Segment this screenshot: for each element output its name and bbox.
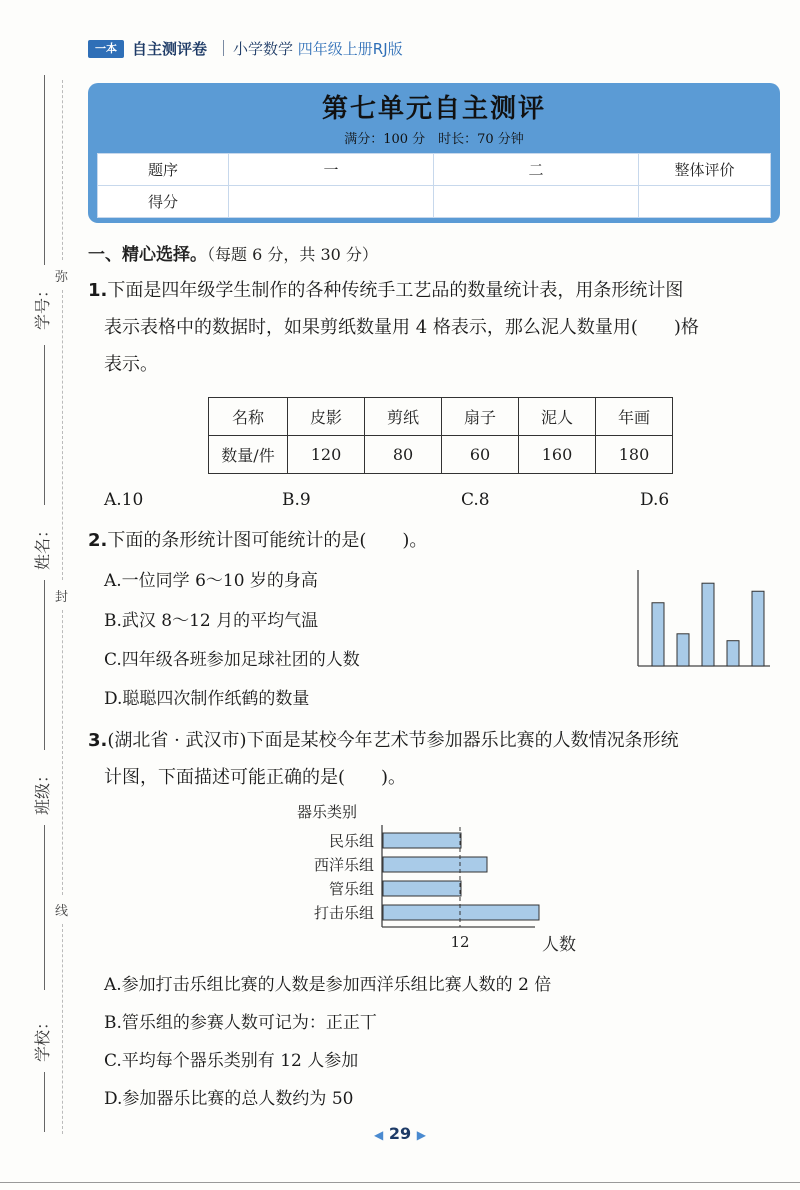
question-1	[88, 272, 788, 383]
seal-dash-4	[62, 924, 63, 1134]
q2-bar	[677, 634, 689, 666]
name-label: 姓名：	[33, 521, 52, 570]
score-input-overall[interactable]	[639, 186, 771, 218]
student-id-line	[44, 345, 45, 505]
seal-char-mi: 弥	[55, 270, 69, 285]
crafts-table-row	[209, 436, 673, 474]
q3-bar	[383, 857, 487, 872]
seal-dash-2	[62, 290, 63, 580]
seal-dash-1	[62, 80, 63, 260]
subject-grade	[233, 38, 403, 59]
q3-bar	[383, 905, 539, 920]
bottom-rule	[0, 1182, 800, 1183]
table-cell: 180	[596, 436, 673, 474]
test-meta: 满分：100 分 时长：70 分钟	[344, 132, 524, 147]
crafts-table-header	[209, 398, 673, 436]
score-input-1[interactable]	[229, 186, 434, 218]
q2-option-d[interactable]: D.聪聪四次制作纸鹤的数量	[104, 689, 310, 709]
q2-option-c[interactable]: C.四年级各班参加足球社团的人数	[104, 650, 360, 670]
section-1-heading	[88, 240, 378, 265]
score-cell: 题序	[98, 154, 229, 186]
q3-category-label: 西洋乐组	[313, 856, 374, 874]
q2-bar	[702, 583, 714, 666]
q3-option-d[interactable]: D.参加器乐比赛的总人数约为 50	[104, 1089, 354, 1109]
seal-char-xian: 线	[55, 904, 69, 919]
q3-bar-chart	[285, 795, 595, 960]
brand-badge: 一本	[88, 40, 124, 58]
table-cell: 扇子	[442, 398, 519, 436]
q1-option-b[interactable]: B.9	[282, 490, 311, 510]
q3-option-b[interactable]: B.管乐组的参赛人数可记为：正正丅	[104, 1013, 377, 1033]
q3-bar	[383, 833, 461, 848]
table-cell: 泥人	[519, 398, 596, 436]
q2-option-b[interactable]: B.武汉 8～12 月的平均气温	[104, 611, 319, 631]
score-cell: 一	[229, 154, 434, 186]
q1-option-a[interactable]: A.10	[104, 490, 144, 510]
seal-dash-3	[62, 610, 63, 895]
q2-bar	[652, 603, 664, 666]
score-cell: 二	[434, 154, 639, 186]
table-cell: 剪纸	[365, 398, 442, 436]
q3-category-label: 管乐组	[328, 880, 374, 898]
question-3	[88, 722, 788, 796]
school-line	[44, 1072, 45, 1132]
q1-option-c[interactable]: C.8	[461, 490, 490, 510]
q3-y-axis-title: 器乐类别	[297, 803, 358, 821]
subject-label: 小学数学	[233, 40, 294, 58]
q3-x-axis-title: 人数	[542, 935, 576, 955]
school-label: 学校：	[33, 1013, 52, 1062]
table-cell: 皮影	[288, 398, 365, 436]
section-1-title: 一、精心选择。	[88, 245, 207, 265]
student-id-label: 学号：	[33, 281, 52, 330]
table-cell: 年画	[596, 398, 673, 436]
table-cell: 120	[288, 436, 365, 474]
q2-text: 下面的条形统计图可能统计的是( )。	[107, 530, 428, 551]
q1-line-2: 表示表格中的数据时，如果剪纸数量用 4 格表示，那么泥人数量用( )格	[104, 317, 699, 338]
q3-category-label: 民乐组	[328, 832, 374, 850]
q3-tick-label: 12	[450, 933, 470, 951]
q2-option-a[interactable]: A.一位同学 6～10 岁的身高	[104, 571, 318, 591]
q3-text-1: (湖北省 · 武汉市)下面是某校今年艺术节参加器乐比赛的人数情况条形统	[107, 730, 679, 751]
q1-text-1: 下面是四年级学生制作的各种传统手工艺品的数量统计表，用条形统计图	[107, 280, 684, 301]
question-2	[88, 522, 427, 559]
next-arrow-icon: ▶	[416, 1128, 426, 1142]
q3-category-label: 打击乐组	[313, 904, 374, 922]
q1-line-1	[88, 272, 788, 309]
q2-number: 2.	[88, 530, 108, 551]
q3-option-c[interactable]: C.平均每个器乐类别有 12 人参加	[104, 1051, 359, 1071]
q3-line-2: 计图，下面描述可能正确的是( )。	[104, 767, 407, 788]
crafts-table	[208, 397, 673, 474]
page-number-value: 29	[388, 1124, 412, 1143]
q2-bar	[727, 641, 739, 666]
test-title: 第七单元自主测评	[321, 94, 546, 124]
score-row-header	[98, 154, 771, 186]
score-cell: 整体评价	[639, 154, 771, 186]
q1-number: 1.	[88, 280, 108, 301]
header-divider	[223, 40, 224, 56]
section-1-note: （每题 6 分，共 30 分）	[207, 245, 378, 264]
prev-arrow-icon: ◀	[374, 1128, 384, 1142]
table-cell: 80	[365, 436, 442, 474]
binding-line-top	[44, 75, 45, 265]
score-table	[97, 153, 771, 218]
name-line	[44, 580, 45, 750]
table-cell: 60	[442, 436, 519, 474]
q3-option-a[interactable]: A.参加打击乐组比赛的人数是参加西洋乐组比赛人数的 2 倍	[104, 975, 552, 995]
q3-bar	[383, 881, 461, 896]
q2-bar-chart	[630, 568, 772, 672]
seal-char-feng: 封	[55, 590, 69, 605]
series-title: 自主测评卷	[132, 40, 208, 58]
class-line	[44, 825, 45, 990]
table-cell: 数量/件	[209, 436, 288, 474]
grade-label: 四年级上册RJ版	[297, 40, 403, 58]
q1-line-3: 表示。	[104, 354, 158, 375]
table-cell: 160	[519, 436, 596, 474]
page-number	[360, 1124, 440, 1143]
q1-option-d[interactable]: D.6	[640, 490, 670, 510]
table-cell: 名称	[209, 398, 288, 436]
score-row-values	[98, 186, 771, 218]
score-cell: 得分	[98, 186, 229, 218]
q3-number: 3.	[88, 730, 108, 751]
class-label: 班级：	[33, 766, 52, 815]
q2-bar	[752, 591, 764, 666]
q3-line-1	[88, 722, 788, 759]
score-input-2[interactable]	[434, 186, 639, 218]
